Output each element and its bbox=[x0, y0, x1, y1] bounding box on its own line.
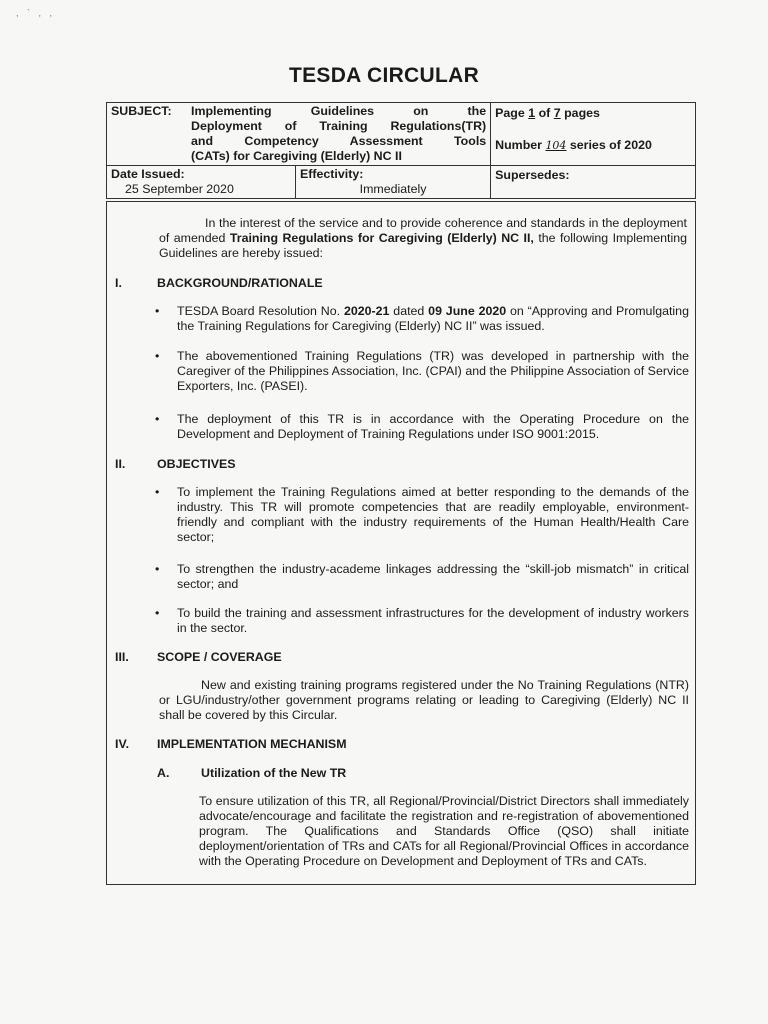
list-item bbox=[155, 349, 689, 394]
bg-bold: 09 June 2020 bbox=[428, 304, 507, 318]
scan-artifact: , ` , , bbox=[16, 8, 55, 18]
supersedes-label: Supersedes: bbox=[495, 168, 570, 182]
section-number: IV. bbox=[115, 737, 130, 751]
supersedes-cell bbox=[491, 166, 696, 199]
scope-paragraph: New and existing training programs registered under the No Training Regulations (NTR) or LGU/industry/other government programs relating or leading to Caregiving (Elderly) NC II shall be covered by this Circular. bbox=[159, 678, 689, 722]
page-prefix: Page bbox=[495, 106, 525, 120]
list-item bbox=[155, 562, 689, 592]
section-title: OBJECTIVES bbox=[157, 457, 236, 471]
bullet-icon: • bbox=[155, 606, 160, 620]
objective-text: To build the training and assessment infrastructures for the development of industry workers in the sector. bbox=[177, 606, 689, 635]
section-title: IMPLEMENTATION MECHANISM bbox=[157, 737, 347, 751]
bg-text: dated bbox=[393, 304, 425, 318]
utilization-paragraph: To ensure utilization of this TR, all Regional/Provincial/District Directors shall immediately advocate/encourage and facilitate the registration and re-registration of abovementioned program. The Qualifications and Standards Office (QSO) shall initiate deployment/orientation of TRs and CATs for all Regional/Provincial Offices in accordance with the Operating Procedure on Development and Deployment of TRs and CATs. bbox=[199, 794, 689, 868]
bg-text: The abovementioned Training Regulations (TR) was developed in partnership with the Caregiver of the Philippines Association, Inc. (CPAI) and the Philippine Association of Service Exporters, Inc. (PASEI). bbox=[177, 349, 689, 393]
bg-text: on “Approving and Promulgating the Training Regulations for Caregiving (Elderly) NC II” was issued. bbox=[177, 304, 689, 333]
bullet-icon: • bbox=[155, 485, 160, 499]
list-item bbox=[155, 412, 689, 442]
page-num: 1 bbox=[528, 106, 536, 120]
objective-text: To strengthen the industry-academe linkages addressing the “skill-job mismatch” in critical sector; and bbox=[177, 562, 689, 591]
bullet-icon: • bbox=[155, 412, 160, 426]
date-effectivity-cell bbox=[107, 166, 491, 199]
section-title: SCOPE / COVERAGE bbox=[157, 650, 282, 664]
section-number: I. bbox=[115, 276, 122, 290]
page-suffix: pages bbox=[564, 106, 600, 120]
number-label: Number bbox=[495, 138, 542, 152]
effectivity-label: Effectivity: bbox=[300, 167, 364, 181]
circular-number bbox=[495, 137, 691, 154]
header-table bbox=[106, 102, 696, 199]
date-value: 25 September 2020 bbox=[125, 182, 234, 196]
bg-text: TESDA Board Resolution No. bbox=[177, 304, 341, 318]
body-box bbox=[106, 201, 696, 885]
bg-text: The deployment of this TR is in accordance with the Operating Procedure on the Development and Deployment of Training Regulations under ISO 9001:2015. bbox=[177, 412, 689, 441]
page-total: 7 bbox=[553, 106, 561, 120]
objective-text: To implement the Training Regulations aimed at better responding to the demands of the industry. This TR will promote competencies that are readily employable, environment-friendly and compliant with the industry requirements of the Human Health/Health Care sector; bbox=[177, 485, 689, 544]
list-item bbox=[155, 304, 689, 334]
intro-text-end: the following Implementing Guidelines are hereby issued: bbox=[159, 231, 687, 260]
subject-cell bbox=[107, 103, 491, 166]
subject-line: Implementing Guidelines on the bbox=[191, 104, 487, 118]
subsection-title: Utilization of the New TR bbox=[201, 766, 347, 780]
subject-text bbox=[191, 104, 486, 164]
bg-bold: 2020-21 bbox=[343, 304, 390, 318]
date-issued-cell bbox=[107, 166, 296, 198]
subject-line: and Competency Assessment Tools bbox=[191, 134, 487, 148]
date-label: Date Issued: bbox=[111, 167, 185, 181]
intro-paragraph bbox=[159, 216, 687, 261]
page-number-cell bbox=[491, 103, 696, 166]
subject-label: SUBJECT: bbox=[111, 104, 172, 118]
bullet-icon: • bbox=[155, 304, 160, 318]
intro-text: In the interest of the service and to provide coherence and standards in the deployment of amended bbox=[159, 216, 687, 245]
subsection-number: A. bbox=[157, 766, 170, 780]
page-count bbox=[495, 105, 691, 121]
number-suffix: series of 2020 bbox=[569, 138, 652, 152]
subject-line: Deployment of Training Regulations(TR) bbox=[191, 119, 487, 133]
section-number: III. bbox=[115, 650, 129, 664]
number-value: 104 bbox=[545, 139, 567, 152]
list-item bbox=[155, 485, 689, 545]
intro-bold: Training Regulations for Caregiving (Elderly) NC II, bbox=[229, 231, 534, 245]
effectivity-cell bbox=[296, 166, 491, 198]
effectivity-value: Immediately bbox=[359, 182, 427, 196]
subject-line: (CATs) for Caregiving (Elderly) NC II bbox=[191, 149, 402, 163]
bullet-icon: • bbox=[155, 349, 160, 363]
section-number: II. bbox=[115, 457, 126, 471]
document-title: TESDA CIRCULAR bbox=[288, 64, 480, 87]
bullet-icon: • bbox=[155, 562, 160, 576]
section-title: BACKGROUND/RATIONALE bbox=[157, 276, 323, 290]
page-of: of bbox=[538, 106, 551, 120]
list-item bbox=[155, 606, 689, 636]
